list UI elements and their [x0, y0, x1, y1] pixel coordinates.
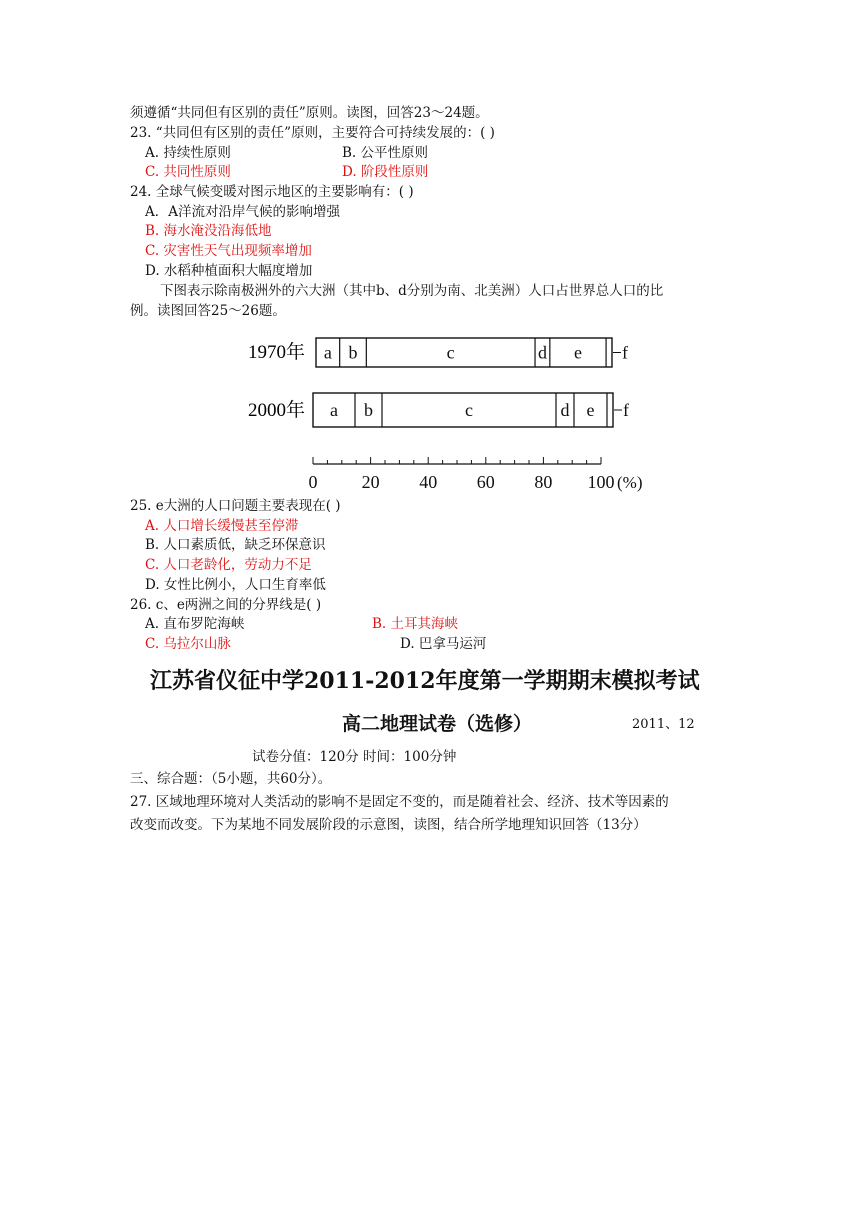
q23-option-a: A. 持续性原则 [145, 145, 231, 161]
q26-option-b: B. 土耳其海峡 [372, 616, 459, 632]
q26-option-a: A. 直布罗陀海峡 [145, 616, 245, 632]
q25-option-a: A. 人口增长缓慢甚至停滞 [145, 518, 299, 534]
q25-option-b: B. 人口素质低，缺乏环保意识 [145, 537, 326, 553]
q23-stem: 23. “共同但有区别的责任”原则，主要符合可持续发展的：( ) [130, 125, 495, 141]
segment-label-e: e [586, 400, 595, 420]
x-tick-label: 40 [419, 472, 438, 492]
population-share-chart [240, 330, 660, 500]
q27-stem-line1: 27. 区域地理环境对人类活动的影响不是固定不变的，而是随着社会、经济、技术等因素的 [130, 794, 669, 810]
segment-label-b: b [364, 400, 373, 420]
q25-option-c: C. 人口老龄化，劳动力不足 [145, 557, 312, 573]
q26-option-c: C. 乌拉尔山脉 [145, 636, 231, 652]
segment-label-f: f [623, 400, 629, 420]
q26-option-d: D. 巴拿马运河 [400, 636, 487, 652]
chart-intro-line2: 例。读图回答25～26题。 [130, 303, 286, 319]
segment-label-f: f [622, 342, 628, 363]
exam-date: 2011、12 [632, 717, 695, 732]
bar-outline-1970年 [316, 338, 612, 367]
row-label-2000: 2000年 [248, 400, 306, 421]
x-axis-unit: (%) [617, 473, 643, 492]
segment-label-d: d [537, 342, 547, 363]
exam-title: 江苏省仪征中学2011-2012年度第一学期期末模拟考试 [150, 668, 700, 694]
x-tick-label: 60 [476, 472, 495, 492]
q23-option-d: D. 阶段性原则 [342, 164, 429, 180]
row-label-1970: 1970年 [248, 342, 306, 363]
segment-label-b: b [348, 342, 358, 363]
intro-text: 须遵循“共同但有区别的责任”原则。读图，回答23～24题。 [130, 105, 489, 121]
chart-intro-line1: 下图表示除南极洲外的六大洲（其中b、d分别为南、北美洲）人口占世界总人口的比 [160, 283, 664, 299]
q24-option-c: C. 灾害性天气出现频率增加 [145, 243, 312, 259]
x-tick-label: 0 [308, 472, 318, 492]
q24-option-d: D. 水稻种植面积大幅度增加 [145, 263, 313, 279]
segment-label-c: c [446, 342, 455, 363]
x-tick-label: 80 [534, 472, 553, 492]
x-tick-label: 100 [587, 472, 615, 492]
q25-option-d: D. 女性比例小，人口生育率低 [145, 577, 326, 593]
q24-stem: 24. 全球气候变暖对图示地区的主要影响有：( ) [130, 184, 414, 200]
q26-stem: 26. c、e两洲之间的分界线是( ) [130, 597, 322, 613]
q23-option-c: C. 共同性原则 [145, 164, 231, 180]
q24-option-a: A．A洋流对沿岸气候的影响增强 [145, 204, 340, 220]
q25-stem: 25. e大洲的人口问题主要表现在( ) [130, 498, 341, 514]
exam-meta: 试卷分值：120分 时间：100分钟 [252, 749, 457, 765]
segment-label-e: e [573, 342, 582, 363]
section-3-heading: 三、综合题：（5小题，共60分）。 [130, 771, 332, 787]
q24-option-b: B. 海水淹没沿海低地 [145, 223, 272, 239]
q23-option-b: B. 公平性原则 [342, 145, 429, 161]
segment-label-d: d [560, 400, 570, 420]
segment-label-a: a [330, 400, 338, 420]
segment-label-a: a [323, 342, 332, 363]
q27-stem-line2: 改变而改变。下为某地不同发展阶段的示意图，读图，结合所学地理知识回答（13分） [130, 817, 647, 833]
exam-subtitle: 高二地理试卷（选修） [342, 713, 533, 735]
x-tick-label: 20 [361, 472, 380, 492]
segment-label-c: c [465, 400, 473, 420]
